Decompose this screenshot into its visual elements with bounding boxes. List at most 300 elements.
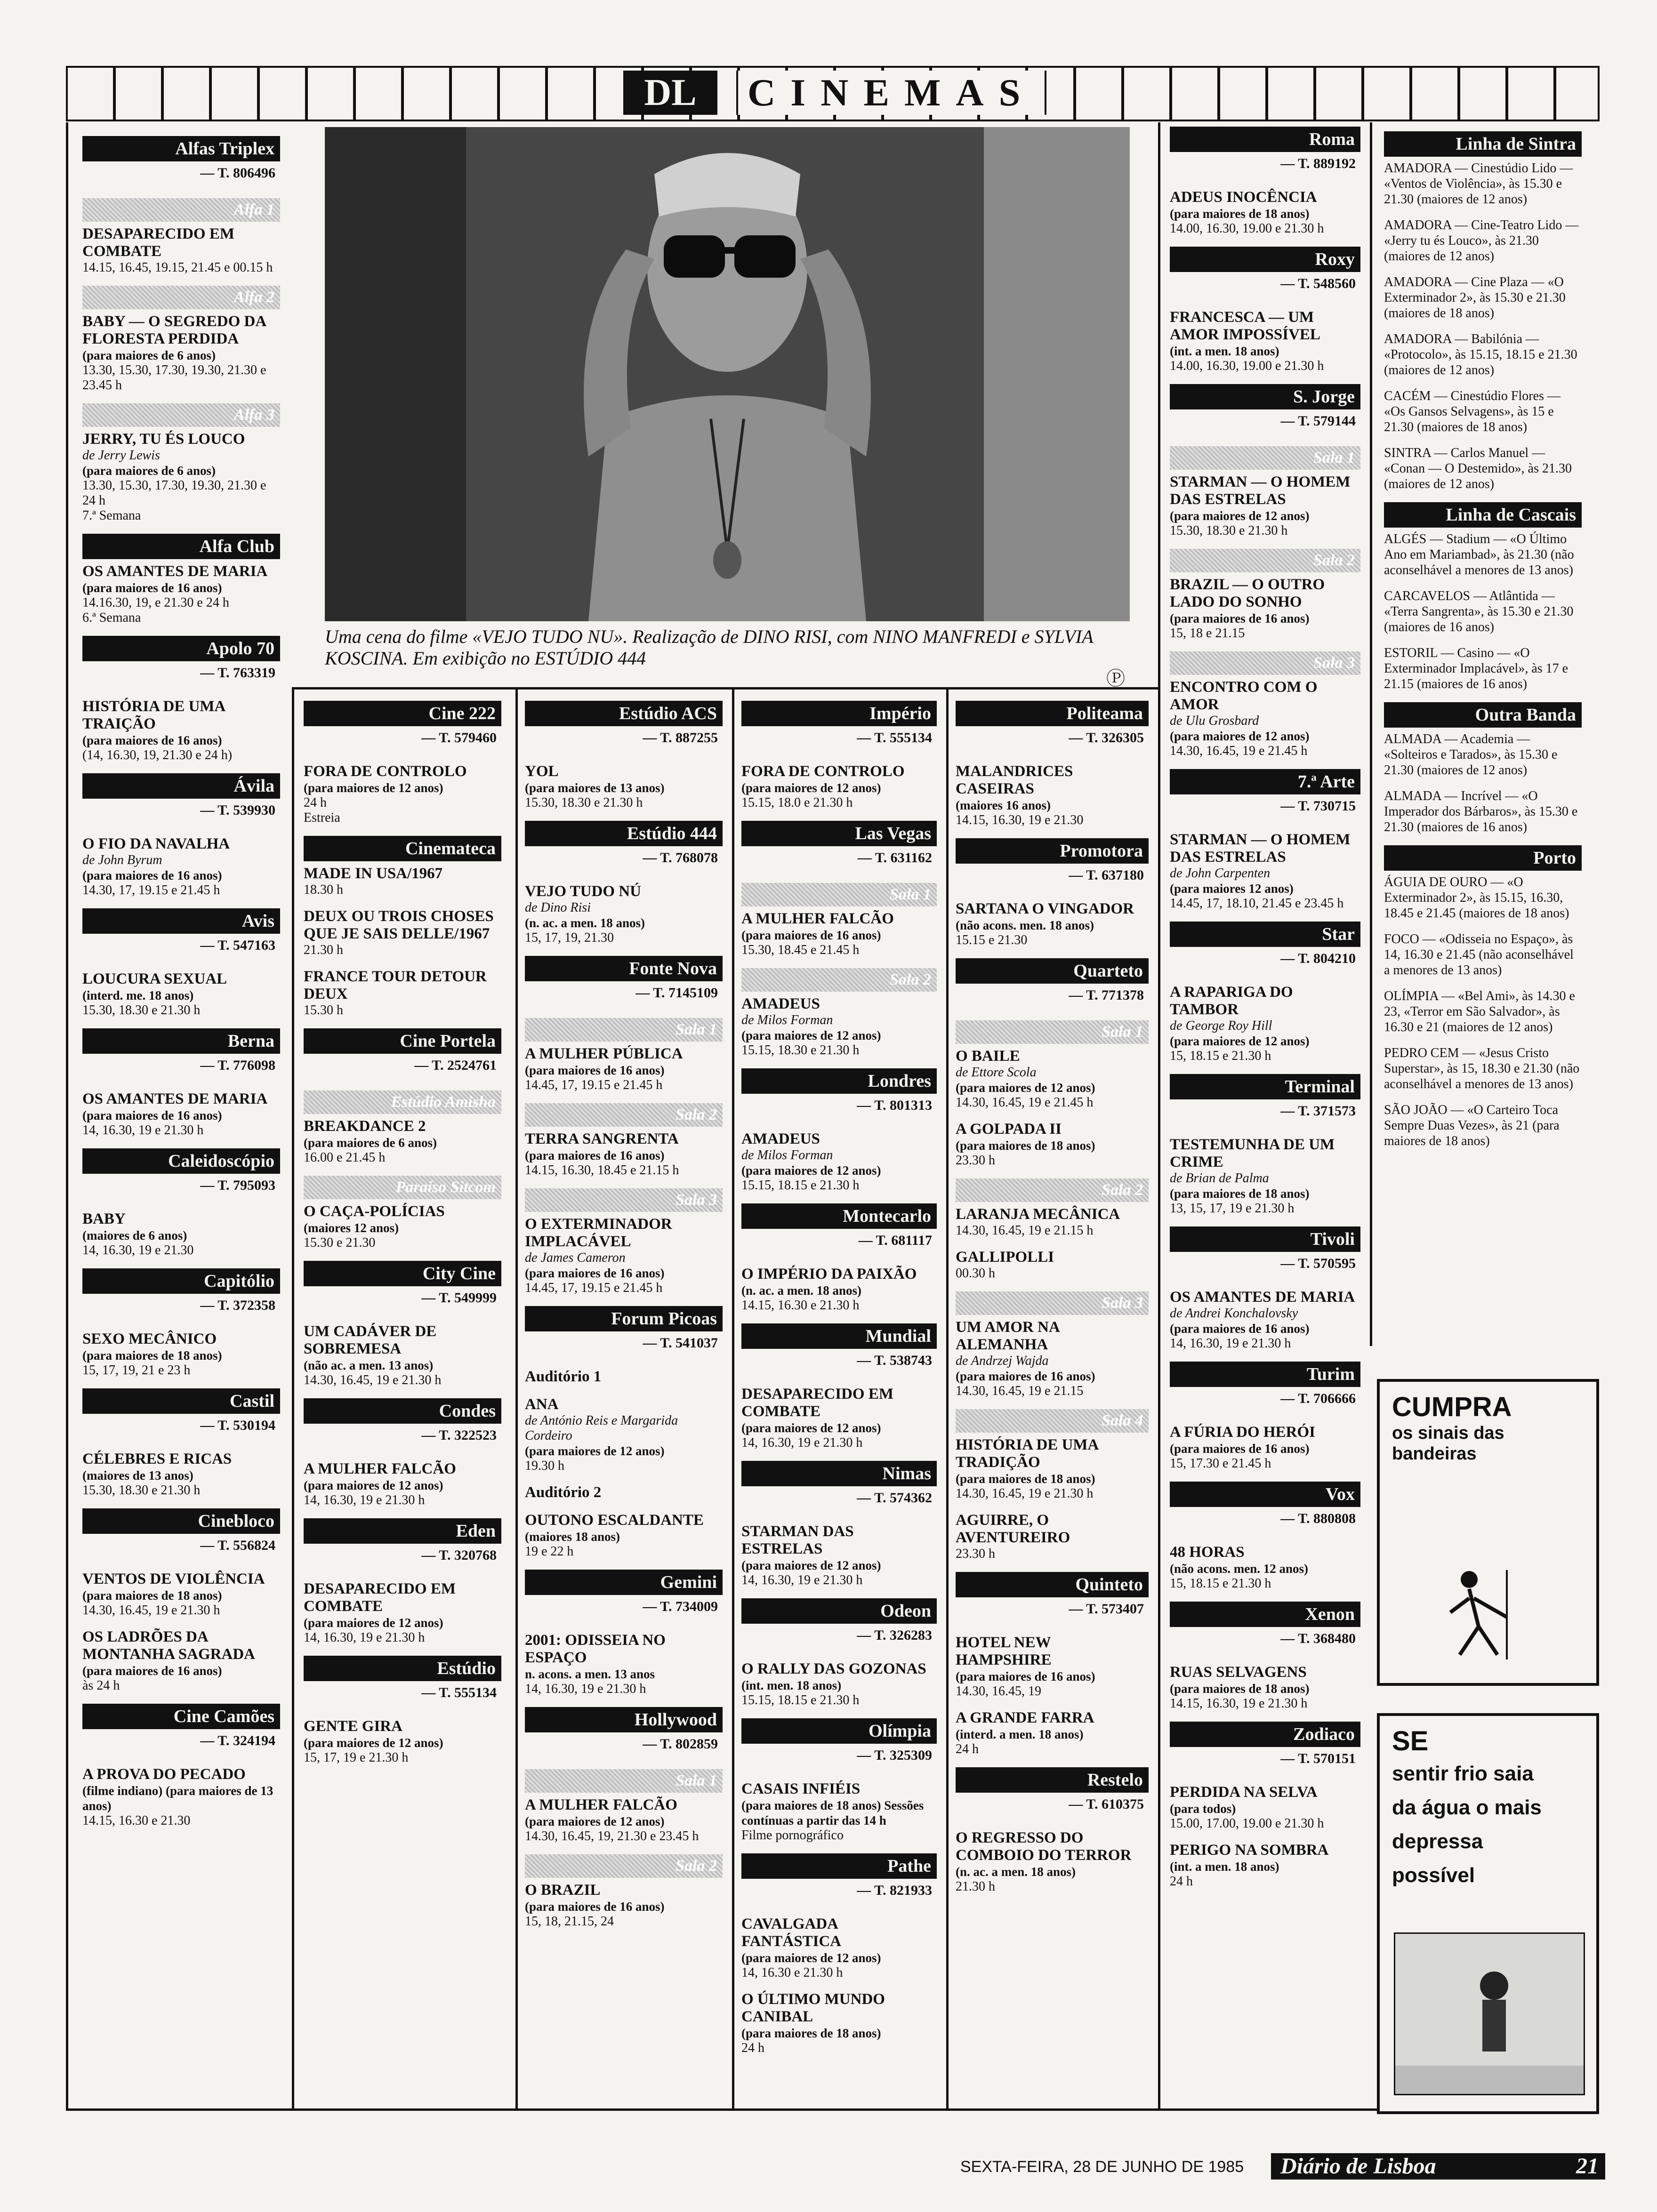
cinema-phone: — T. 573407 bbox=[1069, 1601, 1144, 1617]
showtimes: 14, 16.30, 19 e 21.30 h bbox=[304, 1493, 425, 1507]
age-rating: (para maiores de 16 anos) bbox=[82, 581, 222, 595]
film-entry bbox=[525, 1484, 723, 1501]
cinema-phone: — T. 763319 bbox=[200, 665, 275, 681]
cinema-name-header: Hollywood bbox=[525, 1707, 723, 1732]
cinema-name-header: Avis bbox=[82, 908, 280, 934]
showtimes: 14, 16.30, 19 e 21.30 h bbox=[525, 1682, 646, 1696]
film-title: DEUX OU TROIS CHOSES QUE JE SAIS DELLE/1967 bbox=[304, 908, 494, 942]
cinema-phone: — T. 776098 bbox=[200, 1058, 275, 1073]
showtimes: 19.30 h bbox=[525, 1459, 564, 1473]
age-rating: (n. ac. a men. 18 anos) bbox=[741, 1283, 861, 1298]
cinema-name-header: Xenon bbox=[1170, 1602, 1360, 1627]
film-title: JERRY, TU ÉS LOUCO bbox=[82, 431, 245, 448]
film-entry bbox=[82, 698, 280, 763]
screen-subheader: Sala 4 bbox=[956, 1409, 1149, 1433]
film-title: STARMAN — O HOMEM DAS ESTRELAS bbox=[1170, 831, 1351, 866]
film-entry bbox=[741, 1130, 937, 1193]
cinema-phone: — T. 7145109 bbox=[635, 985, 718, 1001]
regional-listing: ALGÉS — Stadium — «O Último Ano em Mariambad», às 21.30 (não aconselhável a menores de 13 anos) bbox=[1384, 532, 1574, 577]
film-entry bbox=[1170, 1544, 1360, 1591]
cinema-name-header: Império bbox=[741, 701, 937, 726]
safety-ad-cold-water bbox=[1377, 1713, 1599, 2114]
showtimes: 15, 18 e 21.15 bbox=[1170, 626, 1245, 641]
film-title: DESAPARECIDO EM COMBATE bbox=[82, 225, 234, 260]
film-title: AGUIRRE, O AVENTUREIRO bbox=[956, 1512, 1070, 1546]
age-rating: n. acons. a men. 13 anos bbox=[525, 1667, 655, 1681]
film-entry bbox=[304, 763, 501, 825]
cinema-name-header: Condes bbox=[304, 1398, 501, 1424]
showtimes: 14.45, 17, 19.15 e 21.45 h bbox=[525, 1078, 663, 1092]
film-title: O REGRESSO DO COMBOIO DO TERROR bbox=[956, 1829, 1132, 1864]
cinema-name-header: Nimas bbox=[741, 1461, 937, 1486]
cinema-phone: — T. 541037 bbox=[643, 1335, 718, 1351]
screen-subheader: Sala 1 bbox=[1170, 446, 1360, 470]
regional-listing: FOCO — «Odisseia no Espaço», às 14, 16.30 e 21.45 (não aconselhável a menores de 13 anos) bbox=[1384, 932, 1574, 978]
age-rating: (para maiores de 16 anos) bbox=[525, 1899, 665, 1914]
film-title: STARMAN DAS ESTRELAS bbox=[741, 1523, 854, 1557]
film-entry bbox=[956, 1249, 1149, 1281]
film-entry bbox=[304, 968, 501, 1018]
film-entry bbox=[82, 1766, 280, 1828]
cinema-phone: — T. 887255 bbox=[643, 730, 718, 745]
screen-subheader: Sala 1 bbox=[741, 883, 937, 906]
film-entry bbox=[1170, 984, 1360, 1064]
age-rating: (para maiores de 16 anos) bbox=[82, 1664, 222, 1678]
cinema-phone: — T. 547163 bbox=[200, 938, 275, 953]
film-title: PERDIDA NA SELVA bbox=[1170, 1784, 1318, 1801]
age-rating: (int. a men. 18 anos) bbox=[1170, 1859, 1279, 1874]
cinema-phone: — T. 706666 bbox=[1280, 1391, 1356, 1406]
column-rule bbox=[1370, 122, 1372, 1346]
cinema-phone: — T. 372358 bbox=[200, 1298, 275, 1313]
cinema-phone: — T. 804210 bbox=[1280, 951, 1356, 966]
film-title: VENTOS DE VIOLÊNCIA bbox=[82, 1571, 265, 1587]
regional-listing: SÃO JOÃO — «O Carteiro Toca Sempre Duas Vezes», às 21 (para maiores de 18 anos) bbox=[1384, 1103, 1560, 1148]
showtimes: 24 h bbox=[741, 2041, 764, 2055]
age-rating: (para maiores de 6 anos) bbox=[82, 348, 216, 362]
regional-listing: AMADORA — Cine-Teatro Lido — «Jerry tu és Louco», às 21.30 (maiores de 12 anos) bbox=[1384, 218, 1579, 264]
cinema-name-header: Eden bbox=[304, 1518, 501, 1544]
film-entry bbox=[82, 835, 280, 898]
showtimes: 14, 16.30, 19 e 21.30 bbox=[82, 1243, 194, 1258]
cinema-name-header: Cine 222 bbox=[304, 701, 501, 726]
showtimes: 15.15, 18.30 e 21.30 h bbox=[741, 1043, 860, 1058]
showtimes: 14.00, 16.30, 19.00 e 21.30 h bbox=[1170, 359, 1324, 373]
film-entry bbox=[741, 1991, 937, 2056]
film-director: de Dino Risi bbox=[525, 900, 591, 915]
showtimes: 14.15, 16.30 e 21.30 h bbox=[741, 1298, 860, 1313]
cinema-name-header: Porto bbox=[1384, 845, 1582, 871]
age-rating: (para maiores de 12 anos) bbox=[1170, 729, 1310, 743]
age-rating: (para maiores de 12 anos) bbox=[525, 1444, 665, 1458]
film-title: FORA DE CONTROLO bbox=[741, 763, 905, 780]
film-title: HOTEL NEW HAMPSHIRE bbox=[956, 1634, 1052, 1668]
cinema-name-header: Apolo 70 bbox=[82, 636, 280, 661]
showtimes: 14.30, 16.45, 19 e 21.45 h bbox=[956, 1095, 1094, 1110]
film-entry bbox=[525, 1396, 723, 1474]
age-rating: (para maiores de 12 anos) bbox=[956, 1081, 1095, 1095]
age-rating: (interd. me. 18 anos) bbox=[82, 988, 194, 1002]
showtimes: 24 h bbox=[1170, 1874, 1193, 1889]
film-title: O EXTERMINADOR IMPLACÁVEL bbox=[525, 1216, 672, 1250]
showtimes: 15, 17, 19, 21 e 23 h bbox=[82, 1363, 191, 1378]
showtimes: 14.45, 17, 19.15 e 21.45 h bbox=[525, 1281, 663, 1295]
film-director: de Milos Forman bbox=[741, 1148, 833, 1162]
film-entry bbox=[741, 995, 937, 1058]
photo-rule bbox=[292, 687, 1158, 689]
age-rating: (maiores 16 anos) bbox=[956, 798, 1051, 812]
cinema-phone: — T. 579460 bbox=[421, 730, 497, 745]
film-still-photo bbox=[325, 127, 1130, 621]
age-rating: (para maiores de 16 anos) bbox=[82, 1108, 222, 1122]
showtimes: 14.30, 16.45, 19 e 21.30 h bbox=[956, 1486, 1094, 1501]
cinema-name-header: Caleidoscópio bbox=[82, 1148, 280, 1174]
cinema-name-header: Las Vegas bbox=[741, 821, 937, 846]
age-rating: (para maiores de 18 anos) Sessões contínuas a partir das 14 h bbox=[741, 1798, 924, 1827]
age-rating: (para todos) bbox=[1170, 1802, 1236, 1816]
age-rating: (para maiores de 12 anos) bbox=[304, 1616, 443, 1630]
film-entry bbox=[82, 1090, 280, 1138]
film-title: MALANDRICES CASEIRAS bbox=[956, 763, 1073, 797]
film-title: 48 HORAS bbox=[1170, 1544, 1245, 1561]
showtimes: 15.15, 18.0 e 21.30 h bbox=[741, 795, 853, 810]
page-number: 21 bbox=[1576, 2154, 1599, 2179]
film-title: LARANJA MECÂNICA bbox=[956, 1206, 1120, 1223]
cinema-name-header: Berna bbox=[82, 1028, 280, 1054]
cinema-phone: — T. 631162 bbox=[857, 850, 932, 866]
cinema-name-header: Estúdio ACS bbox=[525, 701, 723, 726]
film-entry bbox=[82, 1451, 280, 1498]
regional-listing: ÁGUIA DE OURO — «O Exterminador 2», às 15.15, 16.30, 18.45 e 21.45 (maiores de 18 anos) bbox=[1384, 875, 1569, 921]
film-title: AMADEUS bbox=[741, 995, 820, 1012]
film-title: HISTÓRIA DE UMA TRADIÇÃO bbox=[956, 1436, 1098, 1471]
film-entry bbox=[525, 883, 723, 946]
regional-listing: ALMADA — Incrível — «O Imperador dos Bárbaros», às 15.30 e 21.30 (maiores de 16 anos) bbox=[1384, 789, 1578, 834]
film-title: VEJO TUDO NÚ bbox=[525, 883, 641, 900]
cinema-name-header: Star bbox=[1170, 922, 1360, 947]
cinema-name-header: Montecarlo bbox=[741, 1203, 937, 1229]
showtimes: 15.15, 18.15 e 21.30 h bbox=[741, 1693, 860, 1707]
film-title: A PROVA DO PECADO bbox=[82, 1766, 246, 1783]
age-rating: (maiores de 13 anos) bbox=[82, 1468, 193, 1483]
cinema-name-header: Castil bbox=[82, 1388, 280, 1414]
cinema-phone: — T. 889192 bbox=[1280, 156, 1356, 171]
showtimes: 15.30, 18.30 e 21.30 h bbox=[1170, 523, 1288, 538]
film-title: A FÚRIA DO HERÓI bbox=[1170, 1424, 1315, 1441]
cinema-name-header: Cinemateca bbox=[304, 836, 501, 861]
showtimes: 14, 16.30 e 21.30 h bbox=[741, 1965, 843, 1980]
age-rating: (maiores de 6 anos) bbox=[82, 1228, 187, 1242]
film-entry bbox=[525, 1368, 723, 1386]
screen-subheader: Estúdio Amisha bbox=[304, 1090, 501, 1114]
ad-photo bbox=[1394, 1932, 1585, 2095]
age-rating: (não acons. men. 12 anos) bbox=[1170, 1562, 1309, 1576]
film-entry bbox=[304, 1323, 501, 1388]
cinema-name-header: Fonte Nova bbox=[525, 956, 723, 981]
age-rating: (para maiores de 12 anos) bbox=[741, 781, 881, 795]
showtimes: 14.00, 16.30, 19.00 e 21.30 h bbox=[1170, 221, 1324, 236]
listing-column-5 bbox=[956, 694, 1149, 1905]
regional-listing: ESTORIL — Casino — «O Exterminador Implacável», às 17 e 21.15 (maiores de 16 anos) bbox=[1384, 646, 1569, 691]
film-title: SARTANA O VINGADOR bbox=[956, 900, 1134, 917]
film-entry bbox=[741, 1915, 937, 1980]
cinema-phone: — T. 549999 bbox=[421, 1290, 497, 1306]
film-entry bbox=[82, 1330, 280, 1378]
age-rating: (para maiores de 12 anos) bbox=[304, 1736, 443, 1750]
film-title: CASAIS INFIÉIS bbox=[741, 1780, 861, 1797]
cinema-name-header: Odeon bbox=[741, 1598, 937, 1624]
showtimes: 18.30 h bbox=[304, 882, 343, 897]
showtimes: 24 h bbox=[304, 795, 327, 810]
age-rating: (maiores 12 anos) bbox=[304, 1221, 399, 1235]
film-title: DESAPARECIDO EM COMBATE bbox=[304, 1580, 456, 1615]
showtimes: 16.00 e 21.45 h bbox=[304, 1150, 386, 1165]
film-director: de Ulu Grosbard bbox=[1170, 713, 1259, 728]
cinema-phone: — T. 637180 bbox=[1069, 867, 1144, 883]
cinema-name-header: Quarteto bbox=[956, 958, 1149, 984]
cinema-name-header: Turim bbox=[1170, 1362, 1360, 1387]
cinema-phone: — T. 555134 bbox=[421, 1685, 497, 1700]
age-rating: (n. ac. a men. 18 anos) bbox=[525, 916, 645, 930]
film-still-illustration bbox=[325, 127, 1130, 621]
film-entry bbox=[82, 1628, 280, 1693]
screen-subheader: Alfa 1 bbox=[82, 198, 280, 222]
photo-caption: Uma cena do filme «VEJO TUDO NU». Realização de DINO RISI, com NINO MANFREDI e SYLVIA KOSCINA. Em exibição no ESTÚDIO 444 bbox=[325, 626, 1093, 669]
film-entry bbox=[525, 1130, 723, 1178]
age-rating: (para maiores de 12 anos) bbox=[741, 1163, 881, 1178]
film-entry bbox=[304, 908, 501, 958]
footer-masthead bbox=[1271, 2153, 1605, 2180]
cinema-phone: — T. 730715 bbox=[1280, 798, 1356, 814]
cinema-phone: — T. 801313 bbox=[857, 1098, 932, 1113]
showtimes: 14.15, 16.30, 19 e 21.30 bbox=[956, 813, 1084, 827]
column-rule bbox=[292, 687, 294, 2108]
film-title: A RAPARIGA DO TAMBOR bbox=[1170, 984, 1293, 1018]
cinema-phone: — T. 371573 bbox=[1280, 1103, 1356, 1119]
screen-subheader: Alfa 2 bbox=[82, 286, 280, 309]
cinema-phone: — T. 325309 bbox=[857, 1747, 932, 1763]
cinema-phone: — T. 610375 bbox=[1069, 1796, 1144, 1812]
screen-subheader: Sala 1 bbox=[525, 1769, 723, 1793]
showtimes: 14.30, 16.45, 19 e 21.15 bbox=[956, 1384, 1084, 1398]
film-entry bbox=[956, 1206, 1149, 1238]
regional-listing-column bbox=[1384, 125, 1582, 1159]
film-entry bbox=[956, 1709, 1149, 1757]
screen-subheader: Sala 3 bbox=[1170, 651, 1360, 675]
film-title: Auditório 1 bbox=[525, 1368, 602, 1385]
cinema-phone: — T. 555134 bbox=[857, 730, 932, 745]
cinema-name-header: Quinteto bbox=[956, 1572, 1149, 1597]
screen-subheader: Sala 1 bbox=[956, 1020, 1149, 1044]
film-entry bbox=[1170, 189, 1360, 236]
cinema-phone: — T. 556824 bbox=[200, 1538, 275, 1553]
showtimes: 14, 16.30, 19 e 21.30 h bbox=[82, 1123, 204, 1138]
film-entry bbox=[525, 1796, 723, 1844]
cinema-phone: — T. 570151 bbox=[1280, 1751, 1356, 1766]
film-entry bbox=[741, 1523, 937, 1588]
cinema-phone: — T. 538743 bbox=[857, 1353, 932, 1368]
column-rule bbox=[515, 687, 518, 2108]
cinema-name-header: Restelo bbox=[956, 1767, 1149, 1793]
showtimes: (14, 16.30, 19, 21.30 e 24 h) bbox=[82, 748, 233, 762]
film-entry bbox=[82, 1210, 280, 1258]
regional-listing: AMADORA — Babilónia — «Protocolo», às 15.15, 18.15 e 21.30 (maiores de 12 anos) bbox=[1384, 332, 1577, 377]
cinema-phone: — T. 806496 bbox=[200, 165, 275, 181]
age-rating: (interd. a men. 18 anos) bbox=[956, 1727, 1084, 1741]
film-title: FRANCE TOUR DETOUR DEUX bbox=[304, 968, 487, 1002]
cinema-name-header: Vox bbox=[1170, 1482, 1360, 1507]
age-rating: (para maiores de 16 anos) bbox=[82, 868, 222, 882]
showtimes: 00.30 h bbox=[956, 1266, 995, 1281]
film-entry bbox=[741, 910, 937, 958]
film-entry bbox=[1170, 576, 1360, 641]
listing-column-6 bbox=[1170, 120, 1360, 1899]
cinema-name-header: Ávila bbox=[82, 773, 280, 799]
listing-column-2 bbox=[304, 694, 501, 1776]
film-title: A GRANDE FARRA bbox=[956, 1709, 1094, 1726]
film-title: 2001: ODISSEIA NO ESPAÇO bbox=[525, 1632, 666, 1666]
cinema-name-header: Promotora bbox=[956, 838, 1149, 864]
screen-subheader: Sala 1 bbox=[525, 1018, 723, 1042]
showtimes: 15.30 e 21.30 bbox=[304, 1235, 376, 1250]
age-rating: (para maiores de 12 anos) bbox=[1170, 1034, 1310, 1048]
masthead bbox=[66, 66, 1600, 121]
showtimes: 15.15 e 21.30 bbox=[956, 933, 1028, 947]
showtimes: 15, 17, 19, 21.30 bbox=[525, 930, 614, 945]
film-director: de Milos Forman bbox=[741, 1013, 833, 1027]
film-title: OUTONO ESCALDANTE bbox=[525, 1512, 704, 1529]
film-title: BABY bbox=[82, 1210, 126, 1227]
film-entry bbox=[525, 1882, 723, 1929]
cinema-name-header: Zodiaco bbox=[1170, 1722, 1360, 1747]
film-title: BABY — O SEGREDO DA FLORESTA PERDIDA bbox=[82, 313, 266, 347]
film-title: STARMAN — O HOMEM DAS ESTRELAS bbox=[1170, 473, 1351, 508]
regional-listing: CARCAVELOS — Atlântida — «Terra Sangrenta», às 15.30 e 21.30 (maiores de 16 anos) bbox=[1384, 589, 1574, 634]
film-title: UM CADÁVER DE SOBREMESA bbox=[304, 1323, 437, 1357]
cinema-name-header: Cinebloco bbox=[82, 1508, 280, 1534]
film-title: AMADEUS bbox=[741, 1130, 820, 1147]
age-rating: (filme indiano) (para maiores de 13 anos) bbox=[82, 1784, 273, 1813]
age-rating: (para maiores de 18 anos) bbox=[1170, 1682, 1310, 1696]
age-rating: (para maiores de 18 anos) bbox=[956, 1472, 1095, 1486]
film-entry bbox=[741, 1266, 937, 1313]
film-title: A MULHER PÚBLICA bbox=[525, 1045, 683, 1062]
film-title: TERRA SANGRENTA bbox=[525, 1130, 679, 1147]
age-rating: (para maiores de 18 anos) bbox=[1170, 207, 1310, 221]
film-title: O IMPÉRIO DA PAIXÃO bbox=[741, 1266, 917, 1282]
film-director: de Jerry Lewis bbox=[82, 448, 160, 463]
showtimes: 15.30, 18.30 e 21.30 h bbox=[82, 1003, 201, 1018]
film-entry bbox=[956, 763, 1149, 828]
film-entry bbox=[956, 1121, 1149, 1168]
age-rating: (para maiores de 12 anos) bbox=[741, 1028, 881, 1042]
footer-date: SEXTA-FEIRA, 28 DE JUNHO DE 1985 bbox=[960, 2158, 1244, 2176]
film-entry bbox=[525, 1045, 723, 1093]
showtimes: 13.30, 15.30, 17.30, 19.30, 21.30 e 24 h bbox=[82, 478, 266, 508]
film-entry bbox=[304, 1118, 501, 1165]
showtimes: 14.30, 16.45, 19 e 21.15 h bbox=[956, 1223, 1094, 1238]
showtimes: 14.30, 16.45, 19, 21.30 e 23.45 h bbox=[525, 1829, 699, 1843]
film-entry bbox=[525, 1216, 723, 1296]
age-rating: (para maiores de 16 anos) bbox=[956, 1669, 1095, 1683]
screen-subheader: Paraíso Sitcom bbox=[304, 1176, 501, 1199]
showtimes: 15, 17, 19 e 21.30 h bbox=[304, 1750, 409, 1765]
film-title: HISTÓRIA DE UMA TRAIÇÃO bbox=[82, 698, 225, 732]
cinema-name-header: Mundial bbox=[741, 1323, 937, 1349]
cinema-name-header: Estúdio 444 bbox=[525, 821, 723, 846]
age-rating: (para maiores de 18 anos) bbox=[956, 1138, 1095, 1153]
film-director: de Andrei Konchalovsky bbox=[1170, 1306, 1298, 1321]
film-entry bbox=[741, 763, 937, 810]
showtimes: 15.30, 18.30 e 21.30 h bbox=[525, 795, 643, 810]
age-rating: (maiores 18 anos) bbox=[525, 1530, 620, 1544]
film-entry bbox=[741, 1660, 937, 1708]
showtimes: 15.30 h bbox=[304, 1003, 343, 1018]
ad-text: sentir frio saia da água o mais depressa possível bbox=[1392, 1762, 1542, 1887]
cinema-phone: — T. 570595 bbox=[1280, 1256, 1356, 1271]
showtimes: 15.30, 18.45 e 21.45 h bbox=[741, 943, 860, 957]
showtimes: 14, 16.30, 19 e 21.30 h bbox=[741, 1435, 863, 1450]
film-entry bbox=[956, 1319, 1149, 1399]
cinema-phone: — T. 821933 bbox=[857, 1883, 932, 1898]
film-entry bbox=[956, 1512, 1149, 1562]
film-title: A MULHER FALCÃO bbox=[741, 910, 894, 927]
cinema-name-header: Terminal bbox=[1170, 1074, 1360, 1099]
age-rating: (n. ac. a men. 18 anos) bbox=[956, 1865, 1076, 1879]
screen-subheader: Sala 3 bbox=[525, 1188, 723, 1212]
film-note: 7.ª Semana bbox=[82, 508, 141, 523]
showtimes: 14.15, 16.30, 19 e 21.30 h bbox=[1170, 1696, 1308, 1711]
cinema-phone: — T. 771378 bbox=[1069, 987, 1144, 1003]
film-entry bbox=[525, 1512, 723, 1559]
showtimes: 14, 16.30, 19 e 21.30 h bbox=[741, 1573, 863, 1587]
screen-subheader: Alfa 3 bbox=[82, 403, 280, 427]
age-rating: (para maiores de 16 anos) bbox=[82, 733, 222, 747]
showtimes: 14.30, 16.45, 19 e 21.45 h bbox=[1170, 744, 1308, 758]
film-title: PERIGO NA SOMBRA bbox=[1170, 1842, 1329, 1859]
cinema-name-header: Roxy bbox=[1170, 247, 1360, 272]
film-entry bbox=[82, 970, 280, 1018]
film-entry bbox=[956, 1436, 1149, 1501]
age-rating: (não acons. men. 18 anos) bbox=[956, 918, 1094, 932]
film-entry bbox=[82, 225, 280, 275]
column-rule bbox=[1158, 122, 1160, 2108]
regional-listing: SINTRA — Carlos Manuel — «Conan — O Destemido», às 21.30 (maiores de 12 anos) bbox=[1384, 446, 1572, 491]
showtimes: 19 e 22 h bbox=[525, 1544, 574, 1559]
age-rating: (para maiores de 12 anos) bbox=[741, 1421, 881, 1435]
film-title: A GOLPADA II bbox=[956, 1121, 1062, 1138]
cinema-name-header: Linha de Sintra bbox=[1384, 131, 1582, 157]
film-director: de John Carpenten bbox=[1170, 866, 1271, 881]
film-entry bbox=[1170, 1289, 1360, 1351]
cinema-name-header: Roma bbox=[1170, 127, 1360, 152]
ad-text: os sinais das bandeiras bbox=[1392, 1423, 1504, 1464]
regional-listing: AMADORA — Cine Plaza — «O Exterminador 2», às 15.30 e 21.30 (maiores de 18 anos) bbox=[1384, 275, 1566, 321]
showtimes: 21.30 h bbox=[956, 1879, 995, 1894]
listing-column-4 bbox=[741, 694, 937, 2066]
cinema-phone: — T. 530194 bbox=[200, 1418, 275, 1433]
film-title: OS AMANTES DE MARIA bbox=[82, 563, 268, 580]
age-rating: (para maiores de 16 anos) bbox=[1170, 611, 1310, 625]
age-rating: (para maiores de 12 anos) bbox=[741, 1558, 881, 1572]
showtimes: 14.30, 16.45, 19 e 21.30 h bbox=[304, 1373, 442, 1387]
cinema-phone: — T. 324194 bbox=[200, 1733, 275, 1748]
screen-subheader: Sala 2 bbox=[525, 1103, 723, 1127]
age-rating: (int. men. 18 anos) bbox=[741, 1678, 842, 1692]
cinema-name-header: Alfa Club bbox=[82, 534, 280, 559]
showtimes: 15, 18, 21.15, 24 bbox=[525, 1914, 614, 1929]
cinema-phone: — T. 539930 bbox=[200, 802, 275, 818]
